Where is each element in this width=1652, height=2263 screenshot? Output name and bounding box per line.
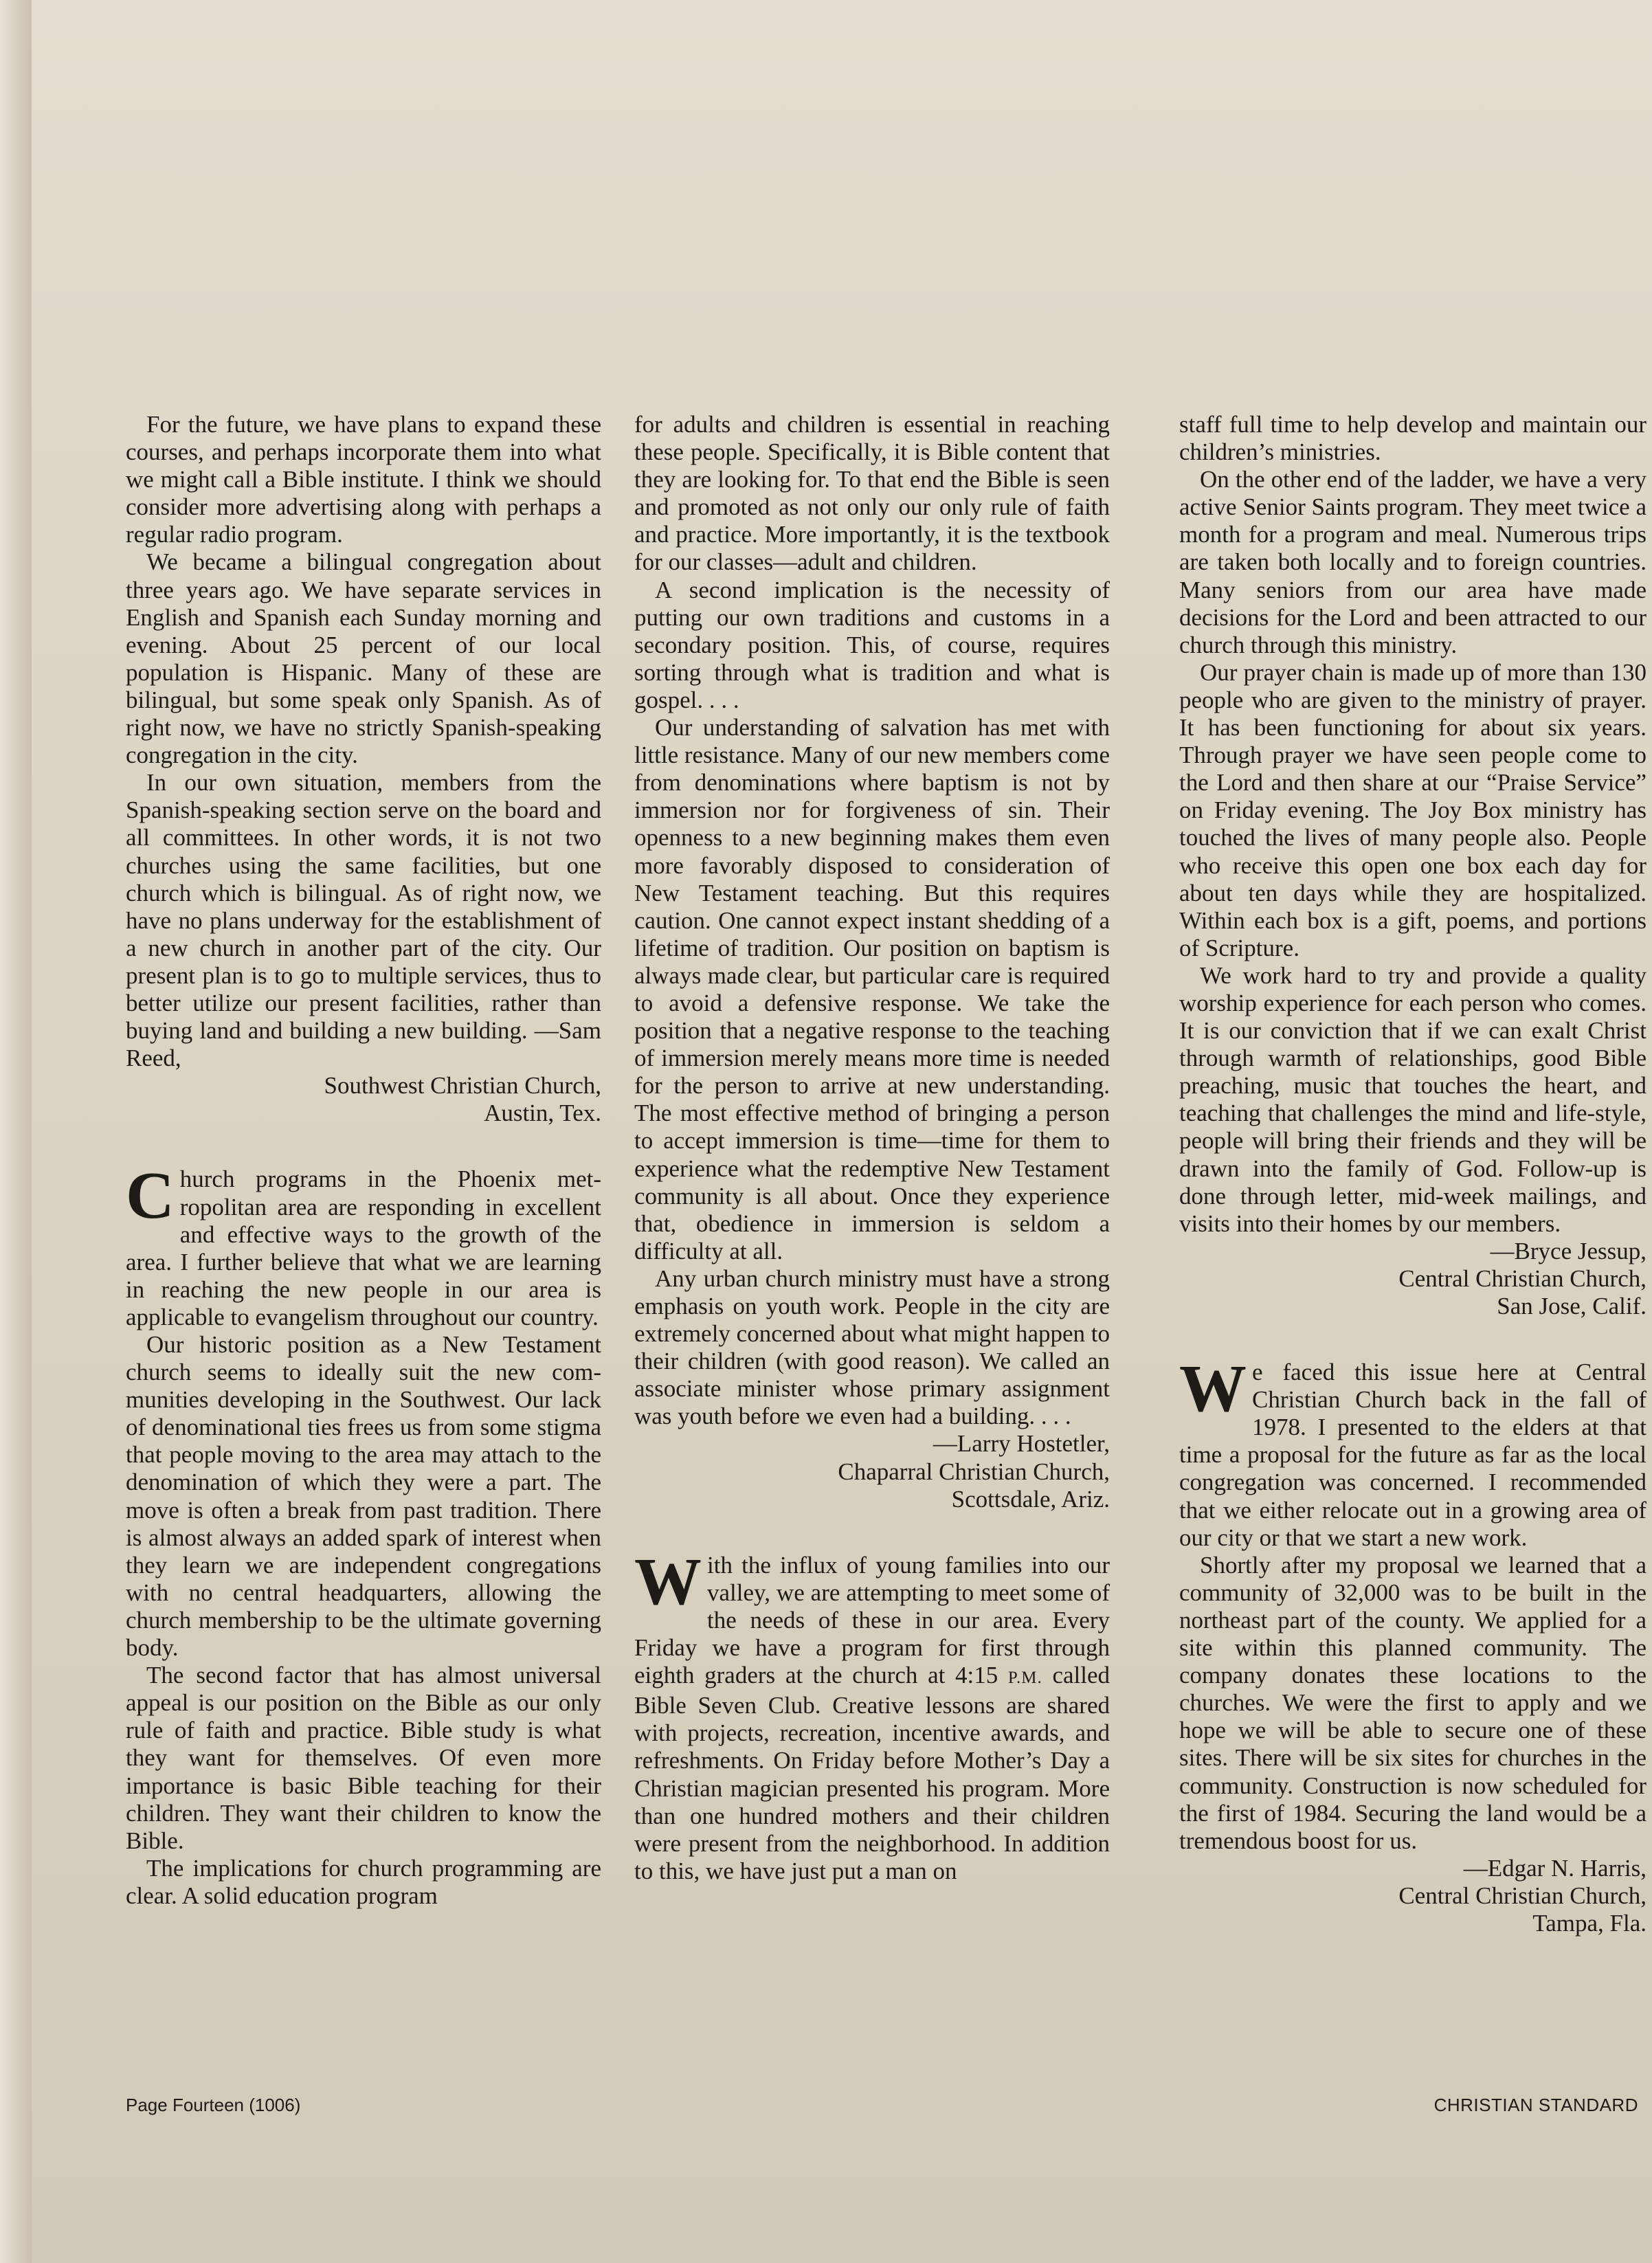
- paragraph: Our prayer chain is made up of more than 130 people who are given to the ministry of prayer. It has been functioning for about six years. Through prayer we have seen people come to the Lord and then share at our “Praise Service” on Friday evening. The Joy Box ministry has touched the lives of many people also. People who receive this open one box each day for about ten days while they are hospitalized. Within each box is a gift, poems, and portions of Scripture.: [1179, 658, 1647, 961]
- binding-edge: [0, 0, 32, 2263]
- drop-cap: W: [1179, 1352, 1247, 1427]
- drop-cap: W: [634, 1544, 702, 1619]
- signature-location: Austin, Tex.: [484, 1100, 601, 1127]
- paragraph: The second factor that has almost universal appeal is our position on the Bible as our only rule of faith and practice. Bible study is what they want for themselves. Of even more importance is basic Bible teaching for their children. They want their children to know the Bible.: [126, 1662, 601, 1854]
- paragraph: for adults and children is essential in reaching these people. Specifically, it is Bible content that they are looking for. To that end the Bible is seen and promoted as not only our only rule of faith and practice. More importantly, it is the textbook for our classes—adult and children.: [634, 411, 1110, 576]
- signature-location: San Jose, Calif.: [1497, 1293, 1647, 1319]
- paragraph-text: ith the influx of young families into our valley, we are attempting to meet some of the needs of these in our area. Every Friday we have a program for first through eighth graders at the church at 4:15: [634, 1551, 1110, 1689]
- paragraph: A second implication is the necessity of putting our own traditions and customs in a secondary position. This, of course, requires sorting through what is tradition and what is gospel. . . .: [634, 576, 1110, 713]
- paragraph: Our historic position as a New Testament church seems to ideally suit the new communities developing in the Southwest. Our lack of denominational ties frees us from some stigma that people moving to the area may attach to the denomination of which they were a part. The move is often a break from past tradition. There is almost always an added spark of interest when they learn we are independent congregations with no central headquarters, allowing the church membership to be the ultimate governing body.: [126, 1331, 601, 1662]
- page-number: Page Fourteen (1006): [126, 2095, 301, 2115]
- paragraph: Shortly after my proposal we learned that a community of 32,000 was to be built in the northeast part of the county. We applied for a site within this planned community. The company donates these locations to the churches. We were the first to apply and we hope we will be able to secure one of these sites. There will be six sites for churches in the community. Construction is now scheduled for the first of 1984. Securing the land would be a tremendous boost for us.: [1179, 1551, 1647, 1854]
- column-1: [126, 411, 601, 1910]
- signature-church: Southwest Christian Church,: [324, 1072, 601, 1100]
- drop-cap: C: [126, 1159, 175, 1234]
- article-section-tampa: [1179, 1352, 1647, 1552]
- time-suffix: P.M.: [1007, 1669, 1042, 1688]
- paragraph-text: e faced this issue here at Central Christian Church back in the fall of 1978. I presented to the elders at that time a proposal for the future as far as the local congregation was concerned. I recommended that we either relocate out in a growing area of our city or that we start a new work.: [1179, 1359, 1647, 1551]
- signature-church: Central Christian Church,: [1398, 1264, 1647, 1292]
- article-section-phoenix: [126, 1159, 601, 1331]
- column-2: [634, 411, 1110, 1885]
- paragraph: Our understanding of salvation has met with little resistance. Many of our new members come from denominations where baptism is not by immersion nor for forgiveness of sin. Their openness to a new beginning makes them even more favorably disposed to consideration of New Testament teaching. But this requires caution. One cannot expect instant shedding of a lifetime of tradition. Our position on baptism is always made clear, but particular care is required to avoid a defensive response. We take the position that a negative response to the teaching of immersion merely means more time is needed for the person to arrive at new understanding. The most effective method of bringing a person to accept immersion is time—time for them to experience what the redemptive New Testament community is all about. Once they experience that, obedience in immersion is seldom a difficulty at all.: [634, 714, 1110, 1264]
- signature-church: Central Christian Church,: [1398, 1882, 1647, 1909]
- column-3: [1179, 411, 1647, 1937]
- signature-name: —Edgar N. Harris,: [1463, 1854, 1647, 1882]
- signature-name: —Larry Hostetler,: [933, 1430, 1110, 1458]
- paragraph: In our own situation, members from the Spanish-speaking section serve on the board and all committees. In other words, it is not two churches using the same facilities, but one church which is bilingual. As of right now, we have no plans underway for the establishment of a new church in another part of the city. Our present plan is to go to multiple services, thus to better utilize our present facilities, rather than buying land and building a new building. —Sam Reed,: [126, 769, 601, 1072]
- paragraph: For the future, we have plans to expand these courses, and perhaps incorporate them into what we might call a Bible institute. I think we should consider more advertising along with perhaps a regular radio program.: [126, 411, 601, 548]
- paragraph: We work hard to try and provide a quality worship experience for each person who comes. It is our conviction that if we can exalt Christ through warmth of relationships, good Bible preaching, music that touches the heart, and teaching that challenges the mind and life-style, people will bring their friends and they will be drawn into the family of God. Follow-up is done through letter, mid-week mailings, and visits into their homes by our members.: [1179, 961, 1647, 1237]
- signature-location: Tampa, Fla.: [1532, 1909, 1647, 1937]
- paragraph: We became a bilingual congregation about three years ago. We have separate services in English and Spanish each Sunday morning and evening. About 25 percent of our local population is Hispanic. Many of these are bilingual, but some speak only Spanish. As of right now, we have no strictly Spanish-speaking congregation in the city.: [126, 548, 601, 769]
- paragraph: The implications for church programming are clear. A solid education program: [126, 1854, 601, 1909]
- article-section-valley: [634, 1544, 1110, 1885]
- signature-location: Scottsdale, Ariz.: [951, 1485, 1110, 1513]
- paragraph-text: called Bible Seven Club. Creative lessons are shared with projects, recreation, incentive awards, and refreshments. On Friday before Mother’s Day a Christian magician presented his program. More than one hundred mothers and their children were present from the neighborhood. In addition to this, we have just put a man on: [634, 1662, 1110, 1884]
- paragraph: staff full time to help develop and maintain our children’s ministries.: [1179, 411, 1647, 466]
- publication-name: CHRISTIAN STANDARD: [1433, 2095, 1638, 2115]
- signature-church: Chaparral Christian Church,: [838, 1458, 1110, 1485]
- paragraph: Any urban church ministry must have a strong emphasis on youth work. People in the city are extremely concerned about what might happen to their children (with good reason). We called an associate minister whose primary assignment was youth before we even had a building. . . .: [634, 1264, 1110, 1430]
- paragraph: On the other end of the ladder, we have a very active Senior Saints program. They meet twice a month for a program and meal. Numerous trips are taken both locally and to foreign countries. Many seniors from our area have made decisions for the Lord and been attracted to our church through this ministry.: [1179, 466, 1647, 658]
- paragraph-text: hurch programs in the Phoenix metropolitan area are responding in excellent and effective ways to the growth of the area. I further believe that what we are learning in reaching the new people in our area is applicable to evangelism throughout our country.: [126, 1166, 601, 1330]
- signature-name: —Bryce Jessup,: [1490, 1237, 1647, 1264]
